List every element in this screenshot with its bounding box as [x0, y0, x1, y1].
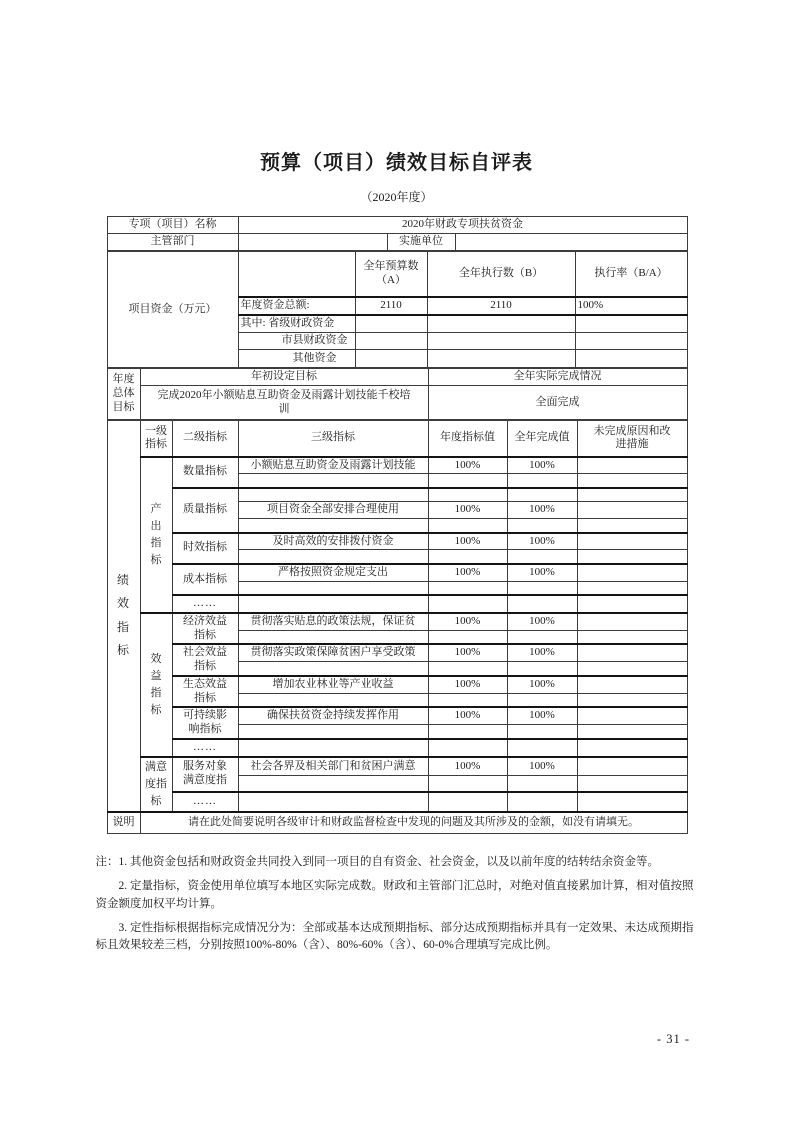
level2-social: 社会效益指标	[172, 644, 238, 676]
page-number: - 31 -	[656, 1032, 690, 1046]
level3-empty	[238, 595, 428, 613]
level2-service: 服务对象满意度指	[172, 757, 238, 792]
reason-cell	[577, 581, 687, 595]
level3-text: 增加农业林业等产业收益	[238, 676, 428, 693]
level2-dots: ……	[172, 792, 238, 812]
target-empty	[428, 474, 507, 488]
funding-col-executed: 全年执行数（B）	[427, 252, 575, 297]
funding-row-label: 其他资金	[238, 350, 355, 368]
target-empty	[428, 693, 507, 707]
funding-budget-value: 2110	[355, 297, 427, 315]
done-value: 100%	[507, 457, 577, 474]
reason-cell	[577, 550, 687, 564]
funding-col-rate: 执行率（B/A）	[575, 252, 687, 297]
reason-cell	[577, 564, 687, 581]
done-empty	[507, 474, 577, 488]
goal-set-value: 完成2020年小额贴息互助资金及雨露计划技能千校培训	[140, 386, 428, 420]
indicators-table	[107, 420, 688, 834]
done-value: 100%	[507, 564, 577, 581]
target-empty	[428, 595, 507, 613]
level2-timeliness: 时效指标	[172, 533, 238, 564]
remark-label: 说明	[107, 812, 140, 834]
info-table	[107, 216, 688, 251]
funding-header-blank	[238, 252, 355, 297]
level3-text: 确保扶贫资金持续发挥作用	[238, 707, 428, 724]
target-value: 100%	[428, 644, 507, 661]
funding-budget-value	[355, 315, 427, 333]
level3-empty	[238, 474, 428, 488]
dept-value	[238, 234, 387, 251]
header-level3: 三级指标	[238, 421, 428, 457]
reason-cell	[577, 757, 687, 776]
project-name-value: 2020年财政专项扶贫资金	[238, 217, 687, 234]
funding-table	[107, 251, 688, 368]
funding-executed-value	[427, 350, 575, 368]
reason-cell	[577, 725, 687, 739]
goal-actual-value: 全面完成	[428, 386, 687, 420]
level2-cost: 成本指标	[172, 564, 238, 595]
level2-ecological: 生态效益指标	[172, 676, 238, 708]
level1-output: 产出指标	[140, 457, 172, 613]
target-empty	[428, 739, 507, 757]
target-empty	[428, 581, 507, 595]
level3-text: 贯彻落实政策保障贫困户享受政策	[238, 644, 428, 661]
done-empty	[507, 792, 577, 812]
reason-cell	[577, 630, 687, 644]
reason-cell	[577, 502, 687, 519]
level3-text: 及时高效的安排拨付资金	[238, 533, 428, 550]
funding-row-label: 市县财政资金	[238, 333, 355, 350]
header-level1: 一级指标	[140, 421, 172, 457]
evaluation-table	[107, 216, 687, 834]
target-empty	[428, 662, 507, 676]
target-empty	[428, 776, 507, 792]
done-value: 100%	[507, 757, 577, 776]
page-title: 预算（项目）绩效目标自评表	[260, 152, 533, 174]
dept-label: 主管部门	[107, 234, 238, 251]
project-name-label: 专项（项目）名称	[107, 217, 238, 234]
target-empty	[428, 519, 507, 533]
target-value: 100%	[428, 613, 507, 630]
target-value: 100%	[428, 757, 507, 776]
level2-sustainable: 可持续影响指标	[172, 707, 238, 739]
level3-text: 严格按照资金规定支出	[238, 564, 428, 581]
level2-economic: 经济效益指标	[172, 613, 238, 645]
done-empty	[507, 739, 577, 757]
goal-label: 年度总体目标	[107, 369, 140, 420]
funding-rate-value	[575, 315, 687, 333]
level2-quantity: 数量指标	[172, 457, 238, 488]
goal-actual-header: 全年实际完成情况	[428, 369, 687, 386]
header-level2: 二级指标	[172, 421, 238, 457]
goal-set-header: 年初设定目标	[140, 369, 428, 386]
target-value: 100%	[428, 707, 507, 724]
funding-budget-value	[355, 350, 427, 368]
target-empty	[428, 792, 507, 812]
reason-cell	[577, 474, 687, 488]
funding-budget-value	[355, 333, 427, 350]
level3-empty	[238, 630, 428, 644]
target-value: 100%	[428, 564, 507, 581]
level3-text: 贯彻落实贴息的政策法规，保证贫	[238, 613, 428, 630]
reason-cell	[577, 776, 687, 792]
target-empty	[428, 550, 507, 564]
level3-empty	[238, 739, 428, 757]
done-value: 100%	[507, 676, 577, 693]
funding-rate-value	[575, 350, 687, 368]
level3-text: 社会各界及相关部门和贫困户满意	[238, 757, 428, 776]
level3-empty	[238, 792, 428, 812]
reason-cell	[577, 519, 687, 533]
level2-quality: 质量指标	[172, 488, 238, 533]
reason-cell	[577, 613, 687, 630]
funding-label: 项目资金（万元）	[107, 252, 238, 368]
header-annual-target: 年度指标值	[428, 421, 507, 457]
footnote-3: 3. 定性指标根据指标完成情况分为：全部或基本达成预期指标、部分达成预期指标并具有一定效果、未达成预期指标且效果较差三档，分别按照100%-80%（含）、80%-60%（含）、60-0%合理填写完成比例。	[95, 921, 694, 952]
impl-unit-value	[455, 234, 687, 251]
level3-text: 小额贴息互助资金及雨露计划技能	[238, 457, 428, 474]
level3-empty	[238, 662, 428, 676]
done-value: 100%	[507, 533, 577, 550]
reason-cell	[577, 662, 687, 676]
level3-empty	[238, 693, 428, 707]
done-value: 100%	[507, 502, 577, 519]
level3-empty	[238, 519, 428, 533]
done-empty	[507, 776, 577, 792]
funding-row-label: 其中: 省级财政资金	[238, 315, 355, 333]
level2-dots: ……	[172, 739, 238, 757]
done-empty	[507, 581, 577, 595]
target-value: 100%	[428, 457, 507, 474]
level3-empty	[238, 550, 428, 564]
goal-table	[107, 368, 688, 420]
level3-empty	[238, 776, 428, 792]
target-empty	[428, 725, 507, 739]
reason-cell	[577, 792, 687, 812]
target-value: 100%	[428, 502, 507, 519]
level1-benefit: 效益指标	[140, 613, 172, 757]
reason-cell	[577, 739, 687, 757]
reason-cell	[577, 676, 687, 693]
done-empty	[507, 725, 577, 739]
funding-executed-value	[427, 315, 575, 333]
level2-dots: ……	[172, 595, 238, 613]
target-value: 100%	[428, 533, 507, 550]
page-subtitle: （2020年度）	[360, 190, 433, 204]
target-empty	[428, 488, 507, 502]
funding-executed-value	[427, 333, 575, 350]
done-empty	[507, 662, 577, 676]
done-empty	[507, 488, 577, 502]
funding-row-label: 年度资金总额:	[238, 297, 355, 315]
done-empty	[507, 519, 577, 533]
impl-unit-label: 实施单位	[387, 234, 455, 251]
reason-cell	[577, 488, 687, 502]
level3-empty	[238, 725, 428, 739]
done-empty	[507, 630, 577, 644]
done-value: 100%	[507, 613, 577, 630]
done-value: 100%	[507, 707, 577, 724]
reason-cell	[577, 693, 687, 707]
funding-executed-value: 2110	[427, 297, 575, 315]
done-empty	[507, 595, 577, 613]
target-value: 100%	[428, 676, 507, 693]
performance-side-label: 绩效指标	[107, 421, 140, 812]
reason-cell	[577, 457, 687, 474]
funding-col-budget: 全年预算数（A）	[355, 252, 427, 297]
level1-satisfaction: 满意度指标	[140, 757, 172, 812]
footnotes	[96, 854, 698, 955]
level3-empty	[238, 581, 428, 595]
level3-text: 项目资金全部安排合理使用	[238, 502, 428, 519]
footnote-2: 2. 定量指标，资金使用单位填写本地区实际完成数。财政和主管部门汇总时，对绝对值直接累加计算，相对值按照资金额度加权平均计算。	[95, 879, 694, 910]
level3-empty	[238, 488, 428, 502]
done-empty	[507, 550, 577, 564]
reason-cell	[577, 595, 687, 613]
reason-cell	[577, 707, 687, 724]
footnote-1: 注：1. 其他资金包括和财政资金共同投入到同一项目的自有资金、社会资金，以及以前年度的结转结余资金等。	[95, 856, 659, 869]
target-empty	[428, 630, 507, 644]
done-empty	[507, 693, 577, 707]
funding-rate-value: 100%	[575, 297, 687, 315]
remark-value: 请在此处简要说明各级审计和财政监督检查中发现的问题及其所涉及的金额，如没有请填无。	[140, 812, 687, 834]
header-reason: 未完成原因和改进措施	[577, 421, 687, 457]
funding-rate-value	[575, 333, 687, 350]
reason-cell	[577, 533, 687, 550]
reason-cell	[577, 644, 687, 661]
header-annual-done: 全年完成值	[507, 421, 577, 457]
done-value: 100%	[507, 644, 577, 661]
